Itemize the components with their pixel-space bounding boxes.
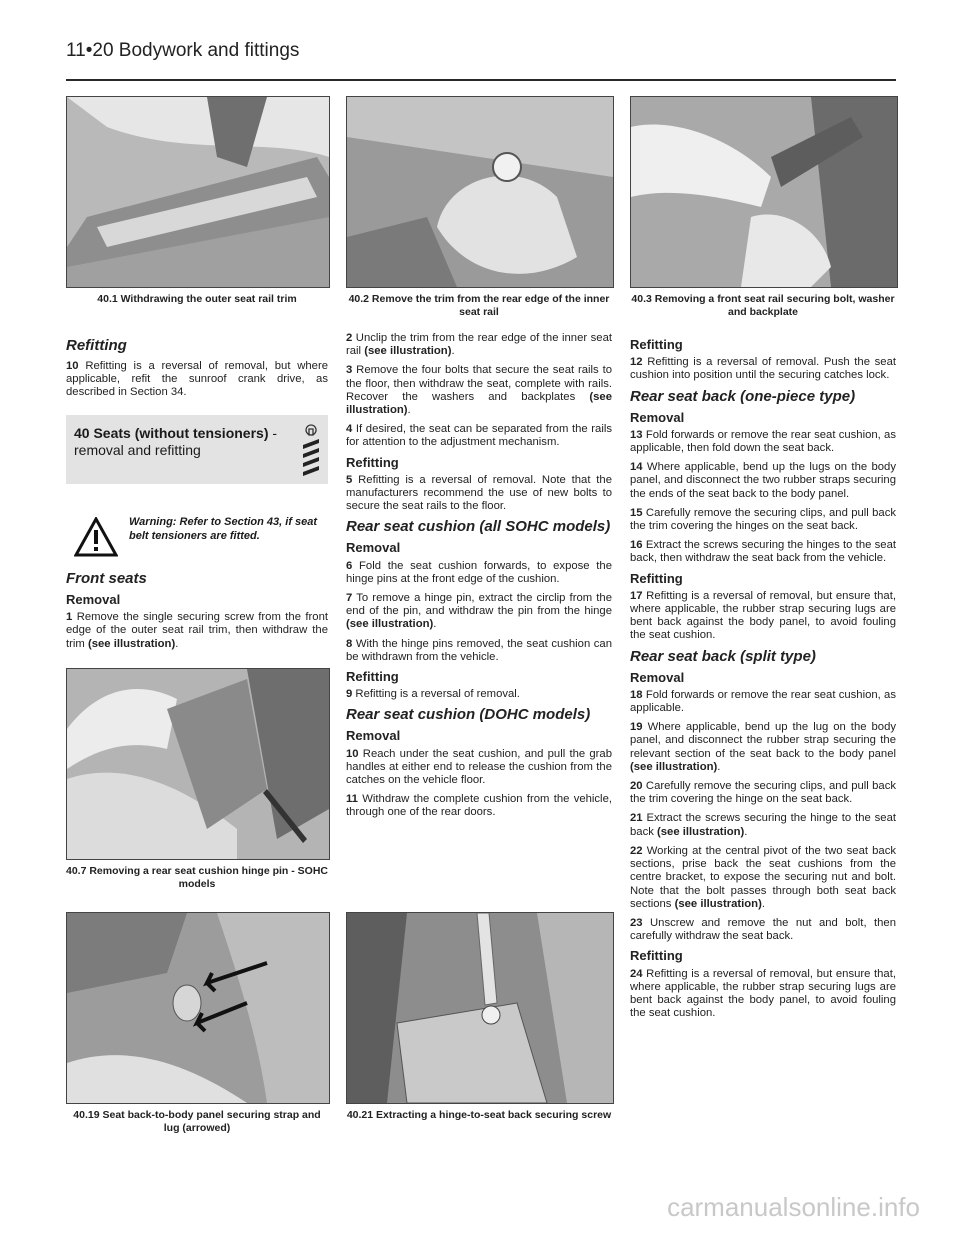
step-number: 1 xyxy=(66,611,73,624)
step-end: . xyxy=(175,637,179,650)
step-number: 4 xyxy=(346,423,353,436)
step-text: Fold the seat cushion forwards, to expose the hinge pins at the front edge of the cushion. xyxy=(346,559,612,585)
heading-refitting-sohc: Refitting xyxy=(346,669,399,685)
step-number: 22 xyxy=(630,844,643,857)
step-text: Fold forwards or remove the rear seat cushion, as applicable, then fold down the seat back. xyxy=(630,428,896,455)
step-number: 15 xyxy=(630,506,643,519)
step-15 xyxy=(630,507,896,533)
photo-40-19 xyxy=(66,912,330,1104)
caption-40-7: 40.7 Removing a rear seat cushion hinge pin - SOHC models xyxy=(66,865,328,890)
section-title-sub: - removal and refitting xyxy=(74,425,278,458)
step-text: Refitting is a reversal of removal. Note that the manufacturers recommend the use of new bolts to secure the seat rails to the floor. xyxy=(346,473,612,513)
step-text: Refitting is a reversal of removal. Push the seat cushion into position until the securing catches lock. xyxy=(630,356,896,382)
step-number: 18 xyxy=(630,688,643,701)
step-21 xyxy=(630,812,896,838)
section-40-box xyxy=(66,415,328,484)
see-illustration-ref: (see illustration) xyxy=(674,897,762,910)
step-number: 24 xyxy=(630,967,643,980)
heading-seat-back-split: Rear seat back (split type) xyxy=(630,647,816,665)
step-20 xyxy=(630,780,896,806)
heading-removal-one-piece: Removal xyxy=(630,409,685,425)
caption-40-19: 40.19 Seat back-to-body panel securing strap and lug (arrowed) xyxy=(73,1109,321,1134)
column-1 xyxy=(66,332,328,406)
step-1 xyxy=(66,611,328,651)
step-number: 20 xyxy=(630,780,643,793)
step-number: 9 xyxy=(346,688,353,701)
step-number: 10 xyxy=(346,747,359,760)
column-2 xyxy=(346,332,612,826)
step-19 xyxy=(630,721,896,774)
step-text: Extract the screws securing the hinges to the seat back, then withdraw the seat back from the vehicle. xyxy=(630,539,896,565)
step-text: Where applicable, bend up the lug on the body panel, and disconnect the rubber strap securing the relevant section of the seat back to the body panel xyxy=(630,721,896,760)
step-23 xyxy=(630,917,896,943)
step-10-col2 xyxy=(346,748,612,788)
step-number: 21 xyxy=(630,812,643,825)
step-end: . xyxy=(407,404,411,417)
difficulty-wrench-icon xyxy=(300,423,322,477)
step-5 xyxy=(346,474,612,514)
step-6 xyxy=(346,560,612,586)
step-number: 17 xyxy=(630,589,643,602)
step-number: 11 xyxy=(346,793,358,806)
header-rule xyxy=(66,79,896,81)
see-illustration-ref: (see illustration) xyxy=(630,760,718,773)
page-header: 11•20 Bodywork and fittings xyxy=(66,40,300,61)
step-text: Reach under the seat cushion, and pull the grab handles at either end to release the cushion from the catches on the vehicle floor. xyxy=(346,747,612,787)
photo-40-21 xyxy=(346,912,614,1104)
step-number: 6 xyxy=(346,559,353,572)
step-8 xyxy=(346,638,612,664)
heading-refitting-one-piece: Refitting xyxy=(630,570,683,586)
caption-40-21: 40.21 Extracting a hinge-to-seat back securing screw xyxy=(346,1109,612,1121)
step-number: 23 xyxy=(630,916,643,929)
step-number: 5 xyxy=(346,473,353,486)
warning-text: Warning: Refer to Section 43, if seat belt tensioners are fitted. xyxy=(129,516,318,542)
see-illustration-ref: (see illustration) xyxy=(346,618,434,631)
heading-removal: Removal xyxy=(66,592,121,607)
step-end: . xyxy=(433,618,437,631)
step-text: Refitting is a reversal of removal, but ensure that, where applicable, the rubber strap securing lugs are bent back against the body panel, to avoid fouling the seat cushion. xyxy=(630,589,896,642)
step-end: . xyxy=(717,760,721,773)
heading-refitting-sunroof: Refitting xyxy=(66,337,127,354)
step-text: Fold forwards or remove the rear seat cushion, as applicable. xyxy=(630,688,896,715)
section-title-main: 40 Seats (without tensioners) xyxy=(74,425,269,441)
step-text: Unclip the trim from the rear edge of the inner seat rail xyxy=(346,332,612,358)
step-17 xyxy=(630,590,896,643)
step-text: Remove the four bolts that secure the seat rails to the floor, then withdraw the seat, complete with rails. Recover the washers and backplates xyxy=(346,364,612,403)
step-16 xyxy=(630,539,896,565)
step-number: 12 xyxy=(630,356,643,369)
step-10-col1 xyxy=(66,360,328,400)
step-text: With the hinge pins removed, the seat cushion can be withdrawn from the vehicle. xyxy=(346,637,612,663)
step-text: To remove a hinge pin, extract the circlip from the end of the pin, and withdraw the pin from the hinge xyxy=(346,592,612,618)
heading-removal-sohc: Removal xyxy=(346,540,401,556)
step-2 xyxy=(346,332,612,358)
step-text: Working at the central pivot of the two seat back sections, prise back the seat cushions from the centre bracket, to expose the securing nut and bolt. Note that the bolt passes through both seat back sections xyxy=(630,844,896,910)
step-24 xyxy=(630,968,896,1021)
step-12 xyxy=(630,356,896,382)
see-illustration-ref: (see illustration) xyxy=(346,390,612,417)
section-40-title xyxy=(74,425,328,459)
step-14 xyxy=(630,461,896,501)
heading-rear-cushion-dohc: Rear seat cushion (DOHC models) xyxy=(346,706,591,724)
step-11 xyxy=(346,793,612,819)
heading-removal-dohc: Removal xyxy=(346,728,401,744)
step-13 xyxy=(630,429,896,455)
step-7 xyxy=(346,592,612,632)
heading-seat-back-one-piece: Rear seat back (one-piece type) xyxy=(630,387,856,405)
caption-40-3: 40.3 Removing a front seat rail securing bolt, washer and backplate xyxy=(631,293,895,318)
heading-refitting-dohc: Refitting xyxy=(630,337,683,352)
step-end: . xyxy=(744,825,748,838)
step-number: 16 xyxy=(630,539,643,552)
photo-40-1 xyxy=(66,96,330,288)
heading-rear-cushion-sohc: Rear seat cushion (all SOHC models) xyxy=(346,518,611,536)
step-number: 2 xyxy=(346,332,353,344)
step-number: 14 xyxy=(630,461,643,474)
heading-front-seats: Front seats xyxy=(66,570,147,587)
see-illustration-ref: (see illustration) xyxy=(364,345,452,358)
step-text: Where applicable, bend up the lugs on the body panel, and disconnect the two rubber straps securing the ends of the seat back to the body panel. xyxy=(630,461,896,500)
step-text: Refitting is a reversal of removal. xyxy=(352,688,520,701)
see-illustration-ref: (see illustration) xyxy=(657,825,745,838)
site-watermark: carmanualsonline.info xyxy=(667,1192,920,1222)
step-text: Refitting is a reversal of removal, but where applicable, refit the sunroof crank drive, as described in Section 34. xyxy=(66,360,328,399)
step-text: Withdraw the complete cushion from the vehicle, through one of the rear doors. xyxy=(346,793,612,819)
step-number: 13 xyxy=(630,428,643,441)
step-number: 3 xyxy=(346,364,353,377)
see-illustration-ref: (see illustration) xyxy=(87,637,176,650)
step-9 xyxy=(346,688,612,701)
step-18 xyxy=(630,689,896,715)
caption-40-1: 40.1 Withdrawing the outer seat rail trim xyxy=(97,293,297,305)
heading-refitting-front: Refitting xyxy=(346,454,399,470)
step-text: Unscrew and remove the nut and bolt, then carefully withdraw the seat back. xyxy=(630,916,896,943)
warning-block xyxy=(66,515,328,557)
step-22 xyxy=(630,845,896,911)
caption-40-2: 40.2 Remove the trim from the rear edge of the inner seat rail xyxy=(348,293,610,318)
step-number: 10 xyxy=(66,360,79,372)
step-number: 19 xyxy=(630,721,643,734)
step-end: . xyxy=(451,345,455,358)
step-text: Carefully remove the securing clips, and pull back the trim covering the hinge on the seat back. xyxy=(630,780,896,806)
heading-removal-split: Removal xyxy=(630,669,685,685)
photo-40-2 xyxy=(346,96,614,288)
photo-40-7 xyxy=(66,668,330,860)
step-text: Refitting is a reversal of removal, but ensure that, where applicable, the rubber strap securing lugs are bent back against the body panel, to avoid fouling the seat cushion. xyxy=(630,967,896,1020)
step-text: Carefully remove the securing clips, and pull back the trim covering the hinges on the seat back. xyxy=(630,506,896,533)
step-text: If desired, the seat can be separated from the rails for attention to the adjustment mechanism. xyxy=(346,423,612,449)
step-3 xyxy=(346,364,612,417)
step-number: 8 xyxy=(346,637,353,650)
step-end: . xyxy=(761,897,765,910)
step-number: 7 xyxy=(346,592,353,605)
heading-refitting-split: Refitting xyxy=(630,948,683,964)
step-4 xyxy=(346,423,612,449)
step-text: Remove the single securing screw from the front edge of the outer seat rail trim, then withdraw the trim xyxy=(66,611,328,650)
warning-triangle-icon xyxy=(74,517,118,557)
column-1-lower xyxy=(66,565,328,657)
step-text: Extract the screws securing the hinge to the seat back xyxy=(630,812,896,838)
column-3 xyxy=(630,332,896,1026)
photo-40-3 xyxy=(630,96,898,288)
